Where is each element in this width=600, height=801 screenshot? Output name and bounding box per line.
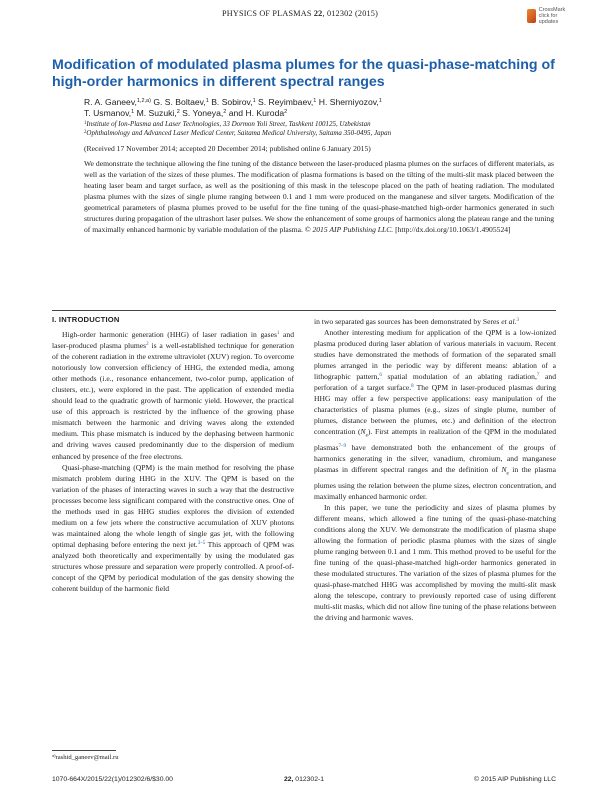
footnote-email: $^{a)}$rashid_ganeev@mail.ru	[52, 753, 119, 761]
author[interactable]: S. Yoneya,$^2$	[182, 108, 227, 119]
journal-name: PHYSICS OF PLASMAS	[222, 9, 312, 18]
author[interactable]: B. Sobirov,$^1$	[211, 97, 256, 107]
citation[interactable]: 3	[516, 318, 519, 323]
citation[interactable]: 7	[536, 373, 540, 379]
author[interactable]: S. Reyimbaev,$^1$	[258, 97, 317, 107]
abstract	[84, 158, 554, 235]
author[interactable]: T. Usmanov,$^1$	[84, 108, 135, 119]
affiliation: $^1$Institute of Ion-Plasma and Laser Technologies, 33 Dormon Yoli Street, Tashkent 100125, Uzbekistan	[84, 120, 371, 128]
paragraph: Quasi-phase-matching (QPM) is the main method for resolving the phase mismatch problem during HHG in the XUV. The QPM is based on the variation of the phases of interacting waves in such a way that the destructive processes become less significant compared with the constructive ones. One of the methods used in gas HHG studies explores the division of extended medium on a few jets where the constructive accumulation of XUV photons was maintained along the whole length of single gas jet, with the following optimal dephasing before entering the next jet.$^{3-5}$ This approach of QPM was analyzed both theoretically and experimentally by using the modulated gas structures whose pressure and separation were properly controlled. A proof-of-concept of the QPM by periodical modulation of the gas density showing the coherent buildup of the harmonic field	[52, 462, 294, 594]
section-divider	[52, 310, 556, 311]
abstract-copyright: © 2015 AIP Publishing LLC.	[304, 225, 394, 235]
section-heading-introduction: I. INTRODUCTION	[52, 315, 120, 324]
author[interactable]: G. S. Boltaev,$^1$	[153, 97, 209, 107]
paragraph: Another interesting medium for application of the QPM is a low-ionized plasma produced during laser ablation of various materials in vacuum. Recent studies have demonstrated the methods of formation of the separated small plumes arranged in the periodic way by different means: ablation of a lithographic pattern,$^6$ spatial modulation of an ablating radiation,$^7$ and perforation of a target surface.$^8$ The QPM in laser-produced plasmas during HHG may offer a few perspective applications: easy manipulation of the characteristics of plasma plumes (e.g., sizes of single plume, number of plumes, distance between the plumes, etc.) and definition of the electron concentration $(N_e)$. First attempts in realization of the QPM in the modulated plasmas$^{7-9}$ have demonstrated both the enhancement of the groups of harmonics generating in the silver, vanadium, chromium, and manganese plasmas in different spectral ranges and the definition of $N_e$ in the plasma plumes using the relation between the plume sizes, electron concentration, and maximally enhanced harmonic order.	[314, 328, 556, 501]
crossmark-logo[interactable]	[527, 4, 573, 28]
author[interactable]: R. A. Ganeev,$^{1,2,a)}$	[84, 97, 151, 107]
author[interactable]: M. Suzuki,$^2$	[136, 108, 180, 119]
crossmark-icon	[527, 9, 536, 23]
footer-page-number: 22, 012302-1	[283, 776, 325, 783]
article-title: Modification of modulated plasma plumes for the quasi-phase-matching of high-order harmonics in different spectral ranges	[52, 57, 555, 90]
affiliation: $^2$Ophthalmology and Advanced Laser Medical Center, Saitama Medical University, Saitama 350-0495, Japan	[84, 129, 392, 138]
citation[interactable]: 2	[146, 342, 149, 348]
page-footer	[52, 776, 556, 786]
citation[interactable]: 6	[379, 373, 382, 379]
body-column-right	[314, 316, 556, 623]
author-list	[84, 97, 554, 119]
footer-issn: 1070-664X/2015/22(1)/012302/6/$30.00	[52, 776, 173, 783]
journal-volume: 22	[313, 9, 323, 18]
affiliations	[84, 120, 554, 139]
paragraph: In this paper, we tune the periodicity and sizes of plasma plumes by different means, which allowed a fine tuning of the quasi-phase-matching conditions along the XUV. We demonstrate the modification of plasma shape allowing the formation of periodic plasma plumes with the sizes of single plume ranging between 0.1 and 1 mm. This method proved to be useful for the fine tuning of the quasi-phase-matched high-order harmonics generated in these modulated structures. The variation of the sizes of plasma plumes for the quasi-phase-matched HHG was accomplished by moving the multi-slit mask along the telescope, contrary to previously reported case of using different multi-slit masks, which did not allow fine tuning of the phase relations between the driving and harmonic waves.	[314, 502, 556, 623]
citation[interactable]: 1	[276, 331, 280, 336]
journal-year: (2015)	[354, 9, 378, 18]
footnote-divider	[52, 750, 116, 751]
citation[interactable]: 7–9	[338, 444, 346, 450]
citation[interactable]: 8	[411, 384, 414, 390]
journal-header: PHYSICS OF PLASMAS 22, 012302 (2015)	[222, 9, 378, 18]
crossmark-text	[539, 7, 573, 25]
received-dates: (Received 17 November 2014; accepted 20 December 2014; published online 6 January 2015)	[84, 144, 371, 153]
body-column-left	[52, 315, 294, 594]
citation[interactable]: 3–5	[197, 540, 206, 546]
crossmark-sublabel: click for updates	[538, 13, 559, 25]
doi-link[interactable]: [http://dx.doi.org/10.1063/1.4905524]	[395, 225, 511, 235]
paragraph: in two separated gas sources has been demonstrated by Seres et al.$^3$	[314, 317, 519, 326]
email-link[interactable]: rashid_ganeev@mail.ru	[55, 754, 119, 761]
abstract-text: We demonstrate the technique allowing the fine tuning of the distance between the laser-produced plasma plumes on the surfaces of different materials, as well as the variation of the sizes of these plumes. The modification of plasma formations is based on the tilting of the multi-slit mask placed between the heating laser beam and target surface, as well as the positioning of this mask in the telescope placed on the path of heating radiation. The modulated plasma plumes with the sizes of single plume ranging between 0.1 and 1 mm were produced on the manganese and silver targets. Modification of the geometrical parameters of plasma plumes proved to be useful for the fine tuning of the quasi-phase-matched high-order harmonics generated in such structures during propagation of the ultrashort laser pulses. We show the enhancement of some groups of harmonics along the plateau range and the tuning of maximally enhanced harmonic by variable modulation of the plasma.	[84, 159, 554, 235]
crossmark-label: CrossMark	[538, 7, 566, 13]
paragraph: High-order harmonic generation (HHG) of laser radiation in gases$^1$ and laser-produced plasma plumes$^2$ is a well-established technique for generation of the coherent radiation in the extreme ultraviolet (XUV) region. To overcome notoriously low conversion efficiency of HHG, the extended media, among other methods (i.e., resonance enhancement, two-color pump, application of clusters, etc.), were explored in the past. The application of extended media should lead to the quadratic growth of harmonic yield. However, the practical use of this approach is restricted by the influence of the growing phase mismatch between the harmonic and driving waves along the extended medium. This phase mismatch is induced by the dephasing between harmonic and driving waves caused predominantly due to the dispersion of medium enhanced by presence of the free electrons.	[52, 330, 294, 461]
footer-copyright: © 2015 AIP Publishing LLC	[474, 776, 556, 783]
article-id: 012302	[326, 9, 353, 18]
author[interactable]: and H. Kuroda$^2$	[228, 108, 288, 119]
author[interactable]: H. Sherniyozov,$^1$	[318, 97, 382, 107]
